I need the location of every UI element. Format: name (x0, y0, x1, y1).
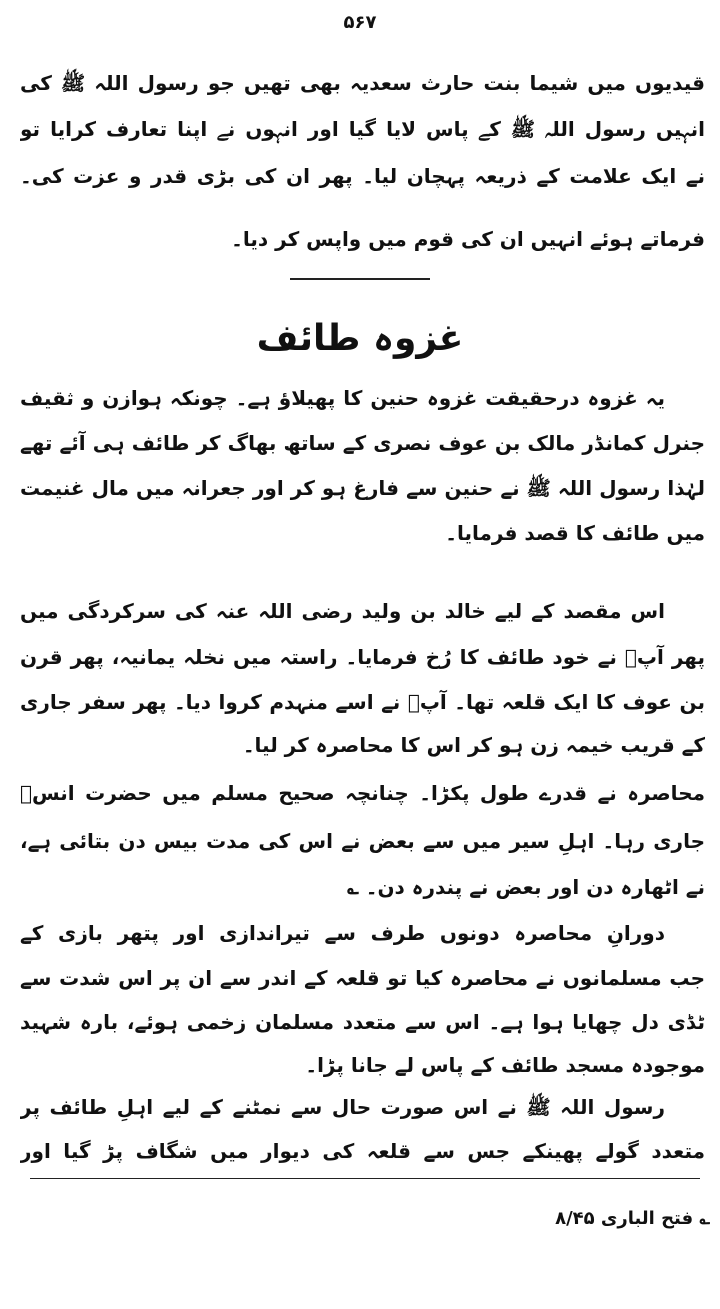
text-line: قیدیوں میں شیما بنت حارث سعدیہ بھی تھیں جو رسول اللہ ﷺ کی (20, 71, 705, 95)
text-line: رسول اللہ ﷺ نے اس صورت حال سے نمٹنے کے لیے اہلِ طائف پر (20, 1095, 665, 1119)
section-title: غزوہ طائف (256, 318, 464, 359)
text-line: جاری رہا۔ اہلِ سیر میں سے بعض نے اس کی مدت بیس دن بتائی ہے، (20, 829, 705, 853)
text-line: انہیں رسول اللہ ﷺ کے پاس لایا گیا اور انہوں نے اپنا تعارف کرایا تو (20, 117, 705, 141)
text-line: فرماتے ہوئے انہیں ان کی قوم میں واپس کر دیا۔ (231, 227, 705, 251)
section-divider (290, 278, 430, 280)
text-line: میں طائف کا قصد فرمایا۔ (445, 521, 705, 545)
text-line: یہ غزوہ درحقیقت غزوہ حنین کا پھیلاؤ ہے۔ چونکہ ہوازن و ثقیف (20, 386, 665, 410)
text-line: اس مقصد کے لیے خالد بن ولید رضی اللہ عنہ کی سرکردگی میں (20, 599, 665, 623)
page-number: ۵۶۷ (343, 12, 377, 33)
text-line: ٹڈی دل چھایا ہوا ہے۔ اس سے متعدد مسلمان زخمی ہوئے، بارہ شہید (20, 1010, 705, 1034)
text-line: دورانِ محاصرہ دونوں طرف سے تیراندازی اور پتھر بازی کے (20, 921, 665, 945)
text-line: متعدد گولے پھینکے جس سے قلعہ کی دیوار میں شگاف پڑ گیا اور (20, 1139, 705, 1163)
text-line: محاصرہ نے قدرے طول پکڑا۔ چنانچہ صحیح مسلم میں حضرت انسؓ (20, 781, 705, 805)
text-line: کے قریب خیمہ زن ہو کر اس کا محاصرہ کر لیا۔ (242, 733, 705, 757)
footnote: ؎ فتح الباری ۸/۴۵ (555, 1208, 710, 1229)
text-line: جب مسلمانوں نے محاصرہ کیا تو قلعہ کے اندر سے ان پر اس شدت سے (20, 966, 705, 990)
text-line: نے ایک علامت کے ذریعہ پہچان لیا۔ پھر ان کی بڑی قدر و عزت کی۔ (20, 164, 705, 188)
text-line: موجودہ مسجد طائف کے پاس لے جانا پڑا۔ (305, 1053, 705, 1077)
text-line: بن عوف کا ایک قلعہ تھا۔ آپؐ نے اسے منہدم کروا دیا۔ پھر سفر جاری (20, 690, 705, 714)
text-line: پھر آپؐ نے خود طائف کا رُخ فرمایا۔ راستہ میں نخلہ یمانیہ، پھر قرن (20, 645, 705, 669)
text-line: لہٰذا رسول اللہ ﷺ نے حنین سے فارغ ہو کر اور جعرانہ میں مال غنیمت (20, 476, 705, 500)
footnote-divider (30, 1178, 700, 1179)
text-line: جنرل کمانڈر مالک بن عوف نصری کے ساتھ بھاگ کر طائف ہی آئے تھے (20, 431, 705, 455)
text-line: نے اٹھارہ دن اور بعض نے پندرہ دن۔ ؎ (347, 875, 705, 899)
